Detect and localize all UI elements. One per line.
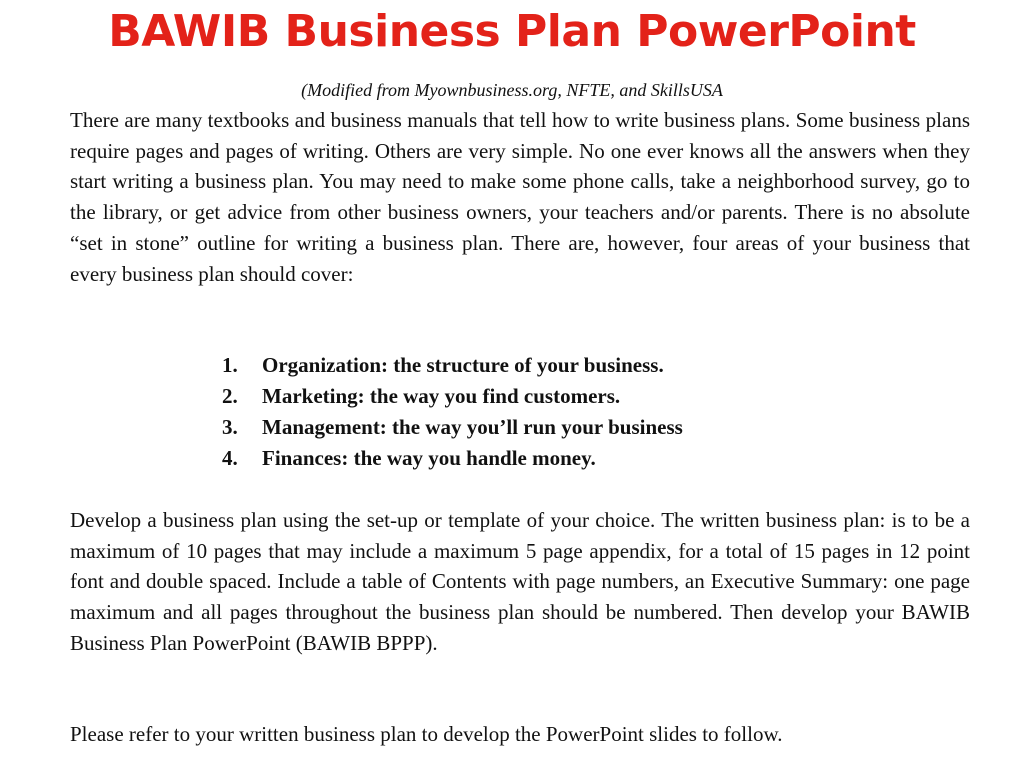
list-item-number: 3.	[222, 415, 238, 439]
instructions-paragraph: Develop a business plan using the set-up or template of your choice. The written business plan: is to be a maximum of 10 pages that may include a maximum 5 page appendix, for a total of 15 pages in 12 point font and double spaced. Include a table of Contents with page numbers, an Executive Summary: one page maximum and all pages throughout the business plan should be numbered. Then develop your BAWIB Business Plan PowerPoint (BAWIB BPPP).	[70, 508, 970, 655]
intro-paragraph: There are many textbooks and business manuals that tell how to write business plans. Some business plans require pages and pages of writing. Others are very simple. No one ever knows all the answers when they start writing a business plan. You may need to make some phone calls, take a neighborhood survey, go to the library, or get advice from other business owners, your teachers and/or parents. There is no absolute “set in stone” outline for writing a business plan. There are, however, four areas of your business that every business plan should cover:	[70, 108, 970, 286]
list-item-text: Organization: the structure of your business.	[262, 353, 664, 377]
list-item	[222, 412, 683, 443]
list-item-text: Marketing: the way you find customers.	[262, 384, 621, 408]
list-item-number: 1.	[222, 353, 238, 377]
list-item	[222, 381, 683, 412]
list-item-number: 2.	[222, 384, 238, 408]
closing-paragraph: Please refer to your written business plan to develop the PowerPoint slides to follow.	[70, 722, 783, 746]
list-item	[222, 350, 683, 381]
business-areas-list	[222, 350, 683, 474]
slide-title: BAWIB Business Plan PowerPoint	[108, 6, 916, 57]
source-note: (Modified from Myownbusiness.org, NFTE, and SkillsUSA	[301, 80, 723, 100]
list-item	[222, 443, 683, 474]
list-item-number: 4.	[222, 446, 238, 470]
list-item-text: Finances: the way you handle money.	[262, 446, 596, 470]
list-item-text: Management: the way you’ll run your business	[262, 415, 683, 439]
